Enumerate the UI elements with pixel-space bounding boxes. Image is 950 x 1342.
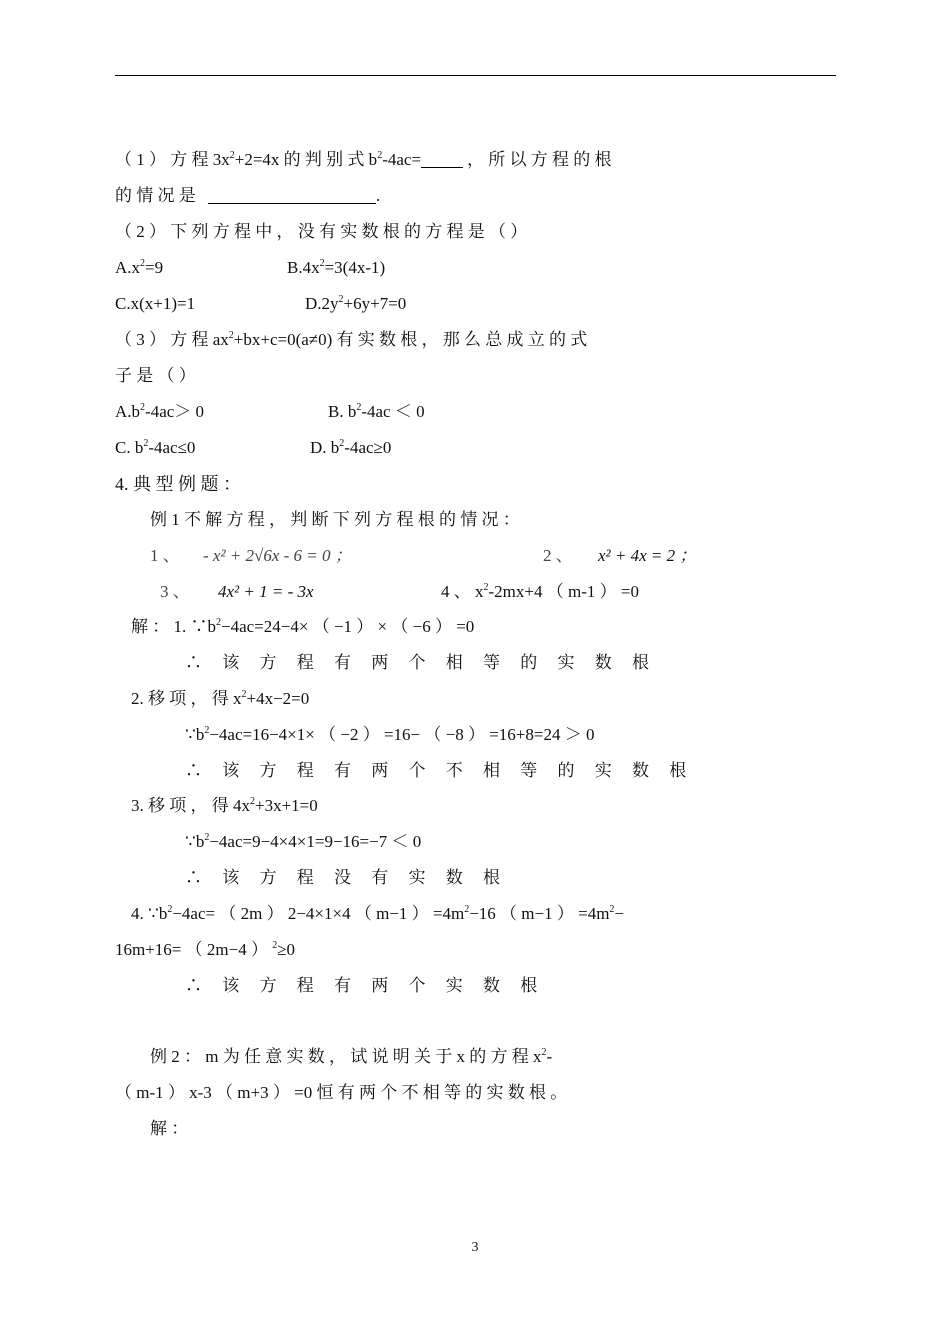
answer-blank[interactable] xyxy=(421,151,463,168)
solution4-conclusion: ∴ 该 方 程 有 两 个 实 数 根 xyxy=(185,976,546,995)
answer-blank[interactable] xyxy=(208,187,376,204)
example2-stem: 例 2 ： m 为 任 意 实 数 ， 试 说 明 关 于 x 的 方 程 $x^2-$ xyxy=(150,1047,553,1066)
solution1-conclusion: ∴ 该 方 程 有 两 个 相 等 的 实 数 根 xyxy=(185,653,657,672)
eq4: 4 、 $x^2-2mx+4$ （ m-1 ） =0 xyxy=(441,582,639,601)
eq3: 4x² + 1 = - 3x xyxy=(218,582,314,601)
solution3-step: 3. 移 项 ， 得 $4x^2+3x+1=0$ xyxy=(131,796,318,815)
q3-stem-cont: 子 是 （ ） xyxy=(115,366,196,385)
q3-option-a: $A.b^2-4ac> 0$ xyxy=(115,402,205,421)
q1-line2: 的 情 况 是 . xyxy=(115,186,381,205)
q2-option-b: $B.4x^2=3(4x-1)$ xyxy=(287,258,386,277)
q3-stem: （ 3 ） 方 程 $ax^2+bx+c=0(a\ne 0)$ 有 实 数 根 ， 那 么 总 成 立 的 式 xyxy=(115,330,588,349)
q2-option-d: $D.2y^2+6y+7=0$ xyxy=(305,294,407,313)
solution3-conclusion: ∴ 该 方 程 没 有 实 数 根 xyxy=(185,868,508,887)
solution3-discriminant: $\because b^2-4ac=9-4\times 4\times 1=9-16=-7 < 0$ xyxy=(185,832,422,851)
q2-stem: （ 2 ） 下 列 方 程 中 ， 没 有 实 数 根 的 方 程 是 （ ） xyxy=(115,222,528,241)
q1-text: （ 1 ） 方 程 3x xyxy=(115,150,230,169)
page-number: 3 xyxy=(471,1240,479,1255)
header-rule xyxy=(115,75,836,76)
solution2-discriminant: $\because b^2-4ac=16-4\times 1\times$ （ −2 ） =16− （ −8 ） =16+8=24 ＞ 0 xyxy=(185,725,595,744)
solution4-discriminant: 4. $\because b^2-4ac=$ （ 2m ） 2−4×1×4 （ m−1 ） $=4m^2-16$ （ m−1 ） $=4m^2-$ xyxy=(131,904,625,923)
solution2-step: 2. 移 项 ， 得 $x^2+4x-2=0$ xyxy=(131,689,310,708)
q3-option-d: D. $b^2-4ac\ge 0$ xyxy=(310,438,392,457)
q1-line1: （ 1 ） 方 程 $3x^2+2=4x$ 的 判 别 式 $b^2-4ac=$ ， 所 以 方 程 的 根 xyxy=(115,150,612,169)
solution2-conclusion: ∴ 该 方 程 有 两 个 不 相 等 的 实 数 根 xyxy=(185,761,695,780)
q2-option-c: C.x(x+1)=1 xyxy=(115,294,196,313)
example1-stem: 例 1 不 解 方 程 ， 判 断 下 列 方 程 根 的 情 况 ： xyxy=(150,510,520,529)
example2-solution-label: 解 ： xyxy=(150,1119,189,1138)
example2-stem-cont: （ m-1 ） x-3 （ m+3 ） =0 恒 有 两 个 不 相 等 的 实 数 根 。 xyxy=(115,1083,568,1102)
q3-option-c: C. $b^2-4ac\le 0$ xyxy=(115,438,196,457)
q3-option-b: B. $b^2-4ac < 0$ xyxy=(328,402,425,421)
eq1: - x² + 2√6x - 6 = 0 ； xyxy=(203,546,352,565)
q2-option-a: $A.x^2=9$ xyxy=(115,258,164,277)
solution4-discriminant-cont: 16m+16= （ 2m−4 ） $^2$≥0 xyxy=(115,940,296,959)
solution1: 解 ： 1. $\because b^2-4ac=24-4\times$ （ −1 ） × （ −6 ） =0 xyxy=(131,617,475,636)
eq1-label: 1 、 xyxy=(150,546,180,565)
eq2: x² + 4x = 2 ； xyxy=(598,546,697,565)
section-title: 4. 典 型 例 题 ： xyxy=(115,474,241,494)
eq3-label: 3 、 xyxy=(160,582,190,601)
eq2-label: 2 、 xyxy=(543,546,573,565)
